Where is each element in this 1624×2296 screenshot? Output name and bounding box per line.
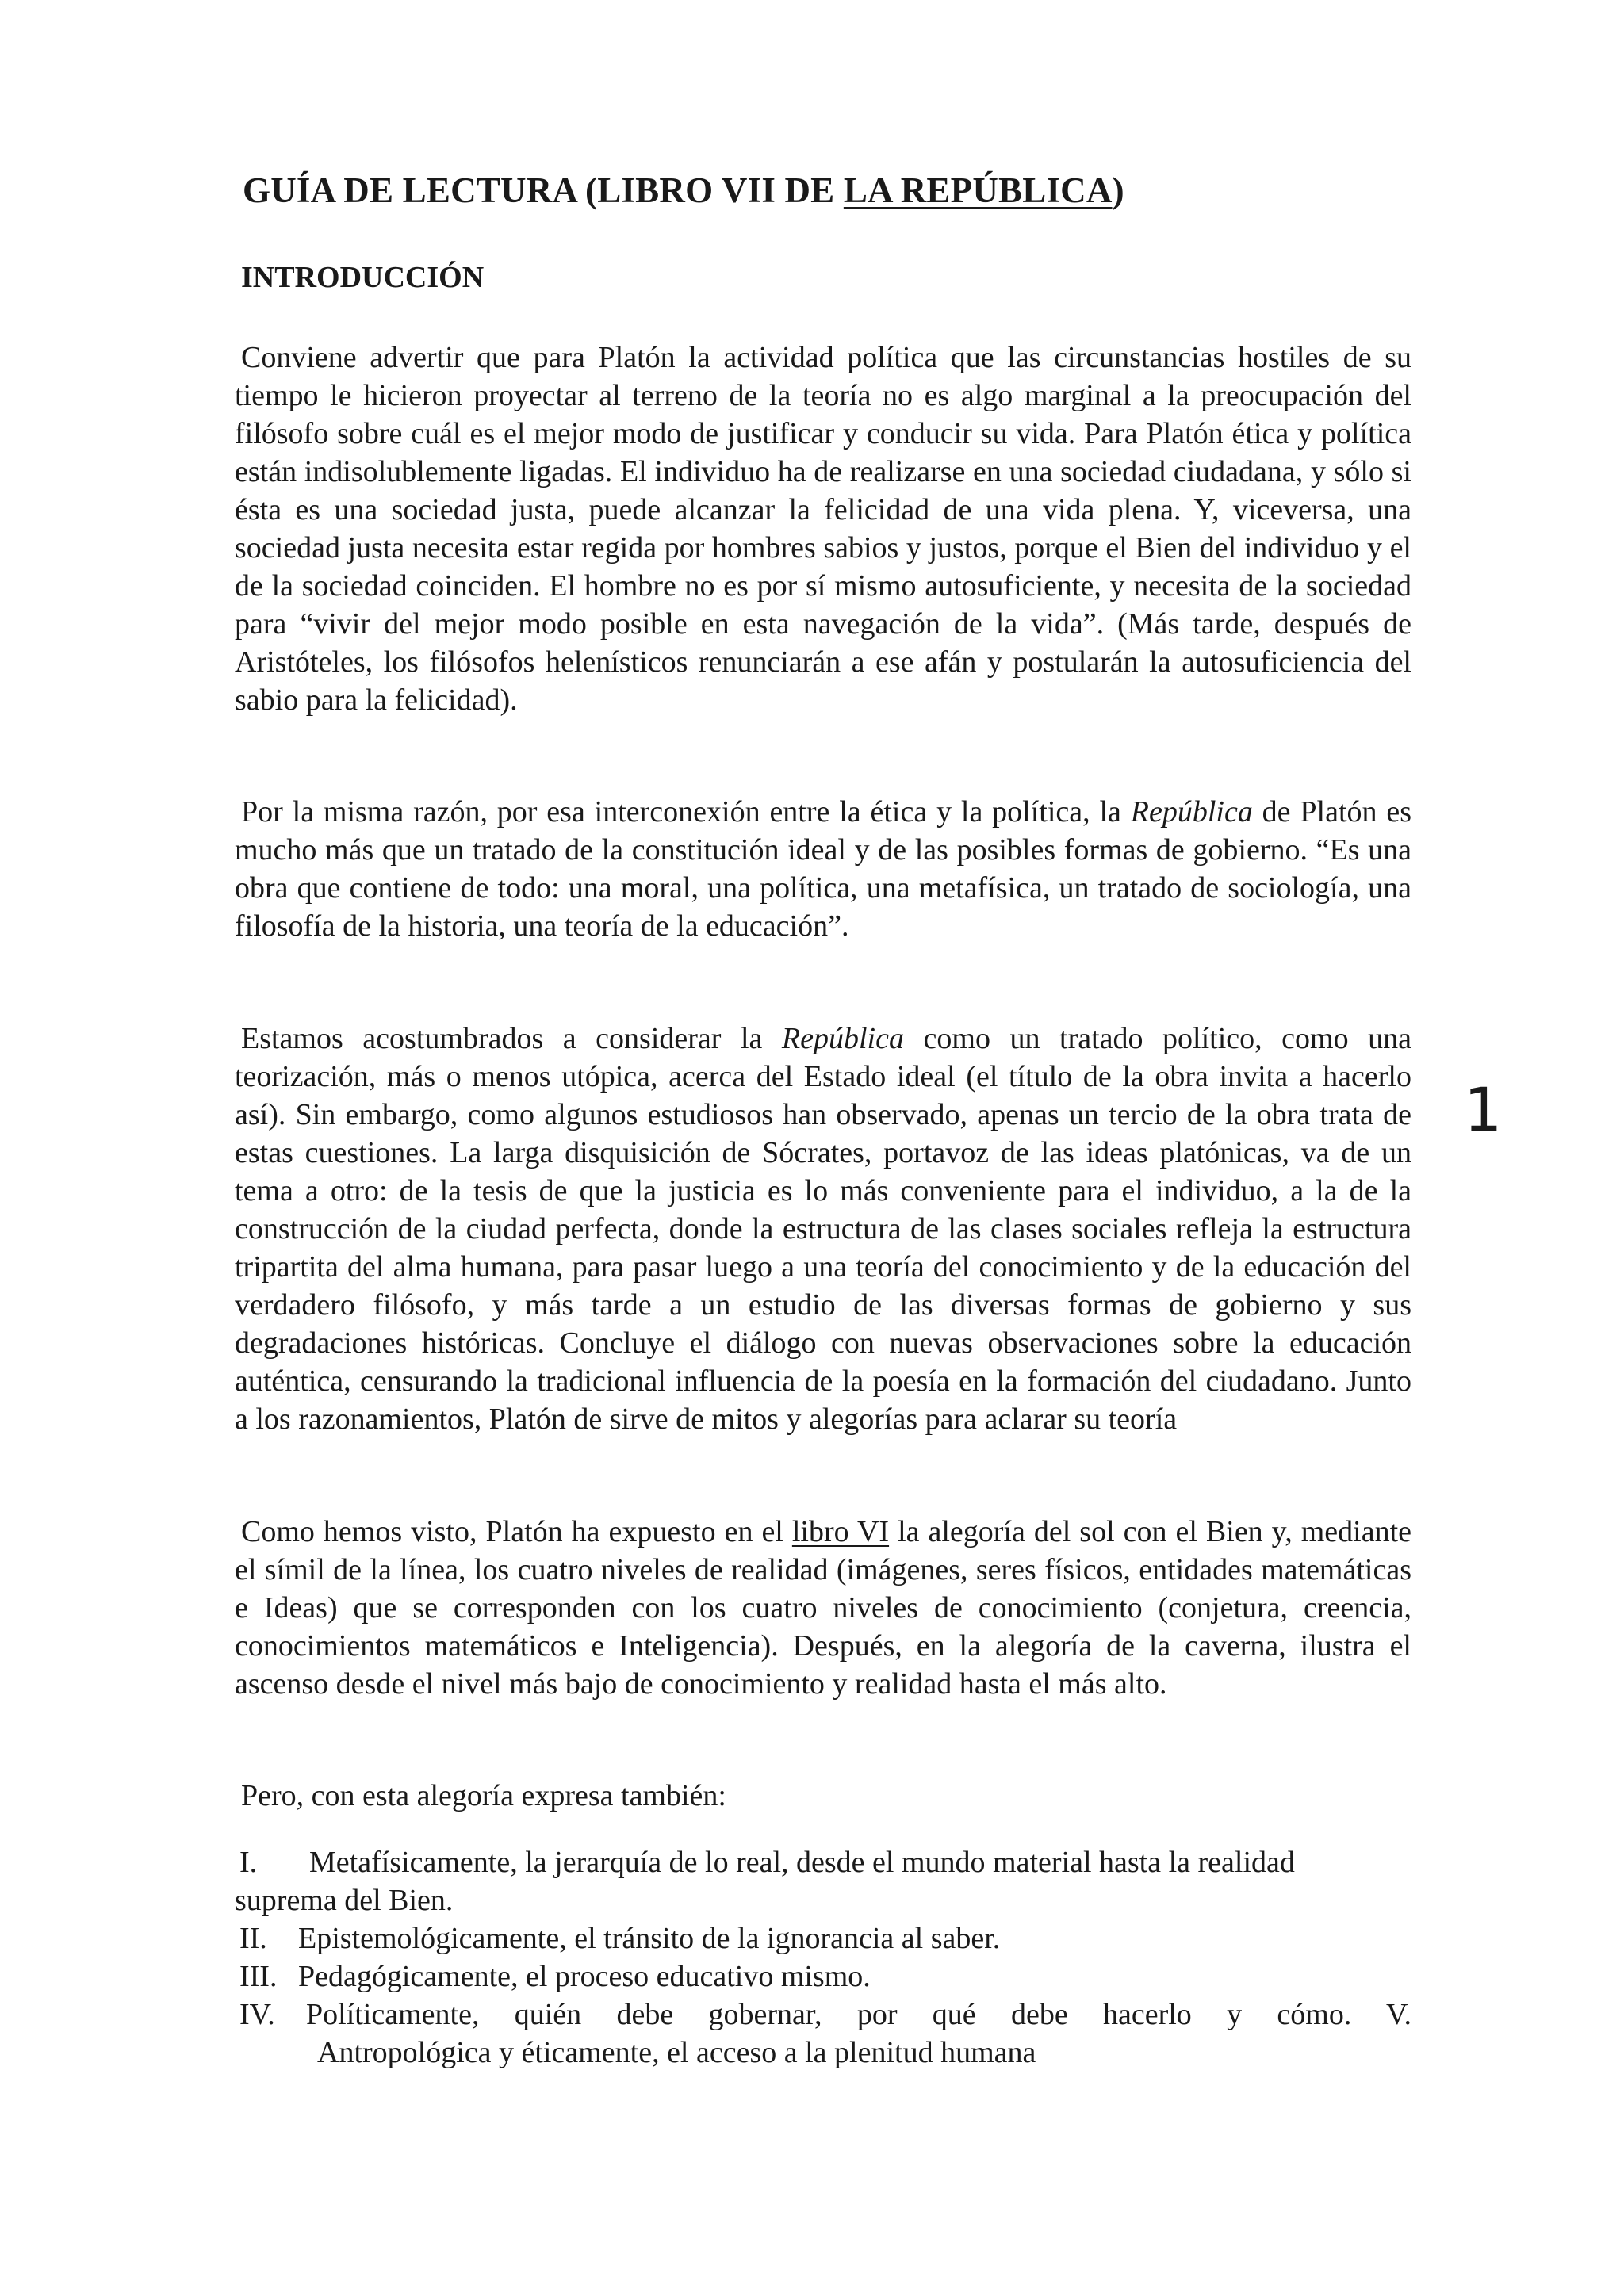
page-number: 1 [1464, 1074, 1503, 1145]
paragraph-1: Conviene advertir que para Platón la actividad política que las circunstancias hostiles de su tiempo le hicieron proyectar al terreno de la teoría no es algo marginal a la preocupación del filósofo sobre cuál es el mejor modo de justificar y conducir su vida. Para Platón ética y política están indisolublemente ligadas. El individuo ha de realizarse en una sociedad ciudadana, y sólo si ésta es una sociedad justa, puede alcanzar la felicidad de una vida plena. Y, viceversa, una sociedad justa necesita estar regida por hombres sabios y justos, porque el Bien del individuo y el de la sociedad coinciden. El hombre no es por sí mismo autosuficiente, y necesita de la sociedad para “vivir del mejor modo posible en esta navegación de la vida”. (Más tarde, después de Aristóteles, los filósofos helenísticos renunciarán a ese afán y postularán la autosuficiencia del sabio para la felicidad). [235, 341, 1411, 717]
paragraph-4 [235, 1513, 1411, 1703]
document-title [243, 170, 1124, 211]
paragraph-4-text-a: Como hemos visto, Platón ha expuesto en el [241, 1515, 792, 1548]
list-item [235, 1996, 1411, 2034]
libro-vi-link[interactable]: libro VI [791, 1515, 890, 1548]
list-item [235, 1957, 1411, 1996]
list-item-text: Epistemológicamente, el tránsito de la ignorancia al saber. [298, 1922, 1001, 1955]
list-item-continuation-text: Antropológica y éticamente, el acceso a la plenitud humana [317, 2036, 1036, 2069]
title-suffix: ) [1112, 170, 1124, 210]
paragraph-3-emphasis: República [781, 1022, 904, 1055]
paragraph-2-text-b: de Platón es mucho más que un tratado de la constitución ideal y de las posibles formas de gobierno. “Es una obra que contiene de todo: una moral, una política, una metafísica, un tratado de sociología, una filosofía de la historia, una teoría de la educación”. [235, 795, 1412, 943]
list-item-number: I. [239, 1846, 258, 1879]
paragraph-3-text-b: como un tratado político, como una teorización, más o menos utópica, acerca del Estado ideal (el título de la obra invita a hacerlo así). Sin embargo, como algunos estudiosos han observado, apenas un tercio de la obra trata de estas cuestiones. La larga disquisición de Sócrates, portavoz de las ideas platónicas, va de un tema a otro: de la tesis de que la justicia es lo más conveniente para el individuo, a la de la construcción de la ciudad perfecta, donde la estructura de las clases sociales refleja la estructura tripartita del alma humana, para pasar luego a una teoría del conocimiento y de la educación del verdadero filósofo, y más tarde a un estudio de las diversas formas de gobierno y sus degradaciones históricas. Concluye el diálogo con nuevas observaciones sobre la educación auténtica, censurando la tradicional influencia de la poesía en la formación del ciudadano. Junto a los razonamientos, Platón de sirve de mitos y alegorías para aclarar su teoría [235, 1022, 1411, 1436]
paragraph-2-text-a: Por la misma razón, por esa interconexión entre la ética y la política, la [241, 795, 1131, 828]
list-item-text: Políticamente, quién debe gobernar, por qué debe hacerlo y cómo. V. [306, 1998, 1411, 2031]
list-item-text: Pedagógicamente, el proceso educativo mismo. [298, 1960, 871, 1993]
list-item [235, 1843, 1411, 1881]
paragraph-5: Pero, con esta alegoría expresa también: [241, 1779, 726, 1812]
list-item [235, 1919, 1411, 1957]
list-item-continuation [235, 1881, 1411, 1919]
roman-numeral-list [235, 1843, 1411, 2072]
list-item-continuation-text: suprema del Bien. [235, 1884, 454, 1917]
list-item-continuation [235, 2034, 1411, 2072]
list-item-text: Metafísicamente, la jerarquía de lo real, desde el mundo material hasta la realidad [309, 1846, 1295, 1879]
paragraph-2-emphasis: República [1130, 795, 1253, 828]
section-heading-introduccion: INTRODUCCIÓN [241, 261, 485, 294]
title-prefix: GUÍA DE LECTURA (LIBRO VII DE [243, 170, 844, 210]
paragraph-2 [235, 793, 1411, 945]
title-underlined-work: LA REPÚBLICA [843, 170, 1113, 210]
paragraph-3 [235, 1020, 1411, 1438]
paragraph-4-text-b: la alegoría del sol con el Bien y, mediante el símil de la línea, los cuatro niveles de realidad (imágenes, seres físicos, entidades matemáticas e Ideas) que se corresponden con los cuatro niveles de conocimiento (conjetura, creencia, conocimientos matemáticos e Inteligencia). Después, en la alegoría de la caverna, ilustra el ascenso desde el nivel más bajo de conocimiento y realidad hasta el más alto. [235, 1515, 1411, 1701]
paragraph-3-text-a: Estamos acostumbrados a considerar la [241, 1022, 782, 1055]
list-item-number: III. [239, 1960, 278, 1993]
list-item-number: IV. [239, 1998, 275, 2031]
list-item-number: II. [239, 1922, 267, 1955]
